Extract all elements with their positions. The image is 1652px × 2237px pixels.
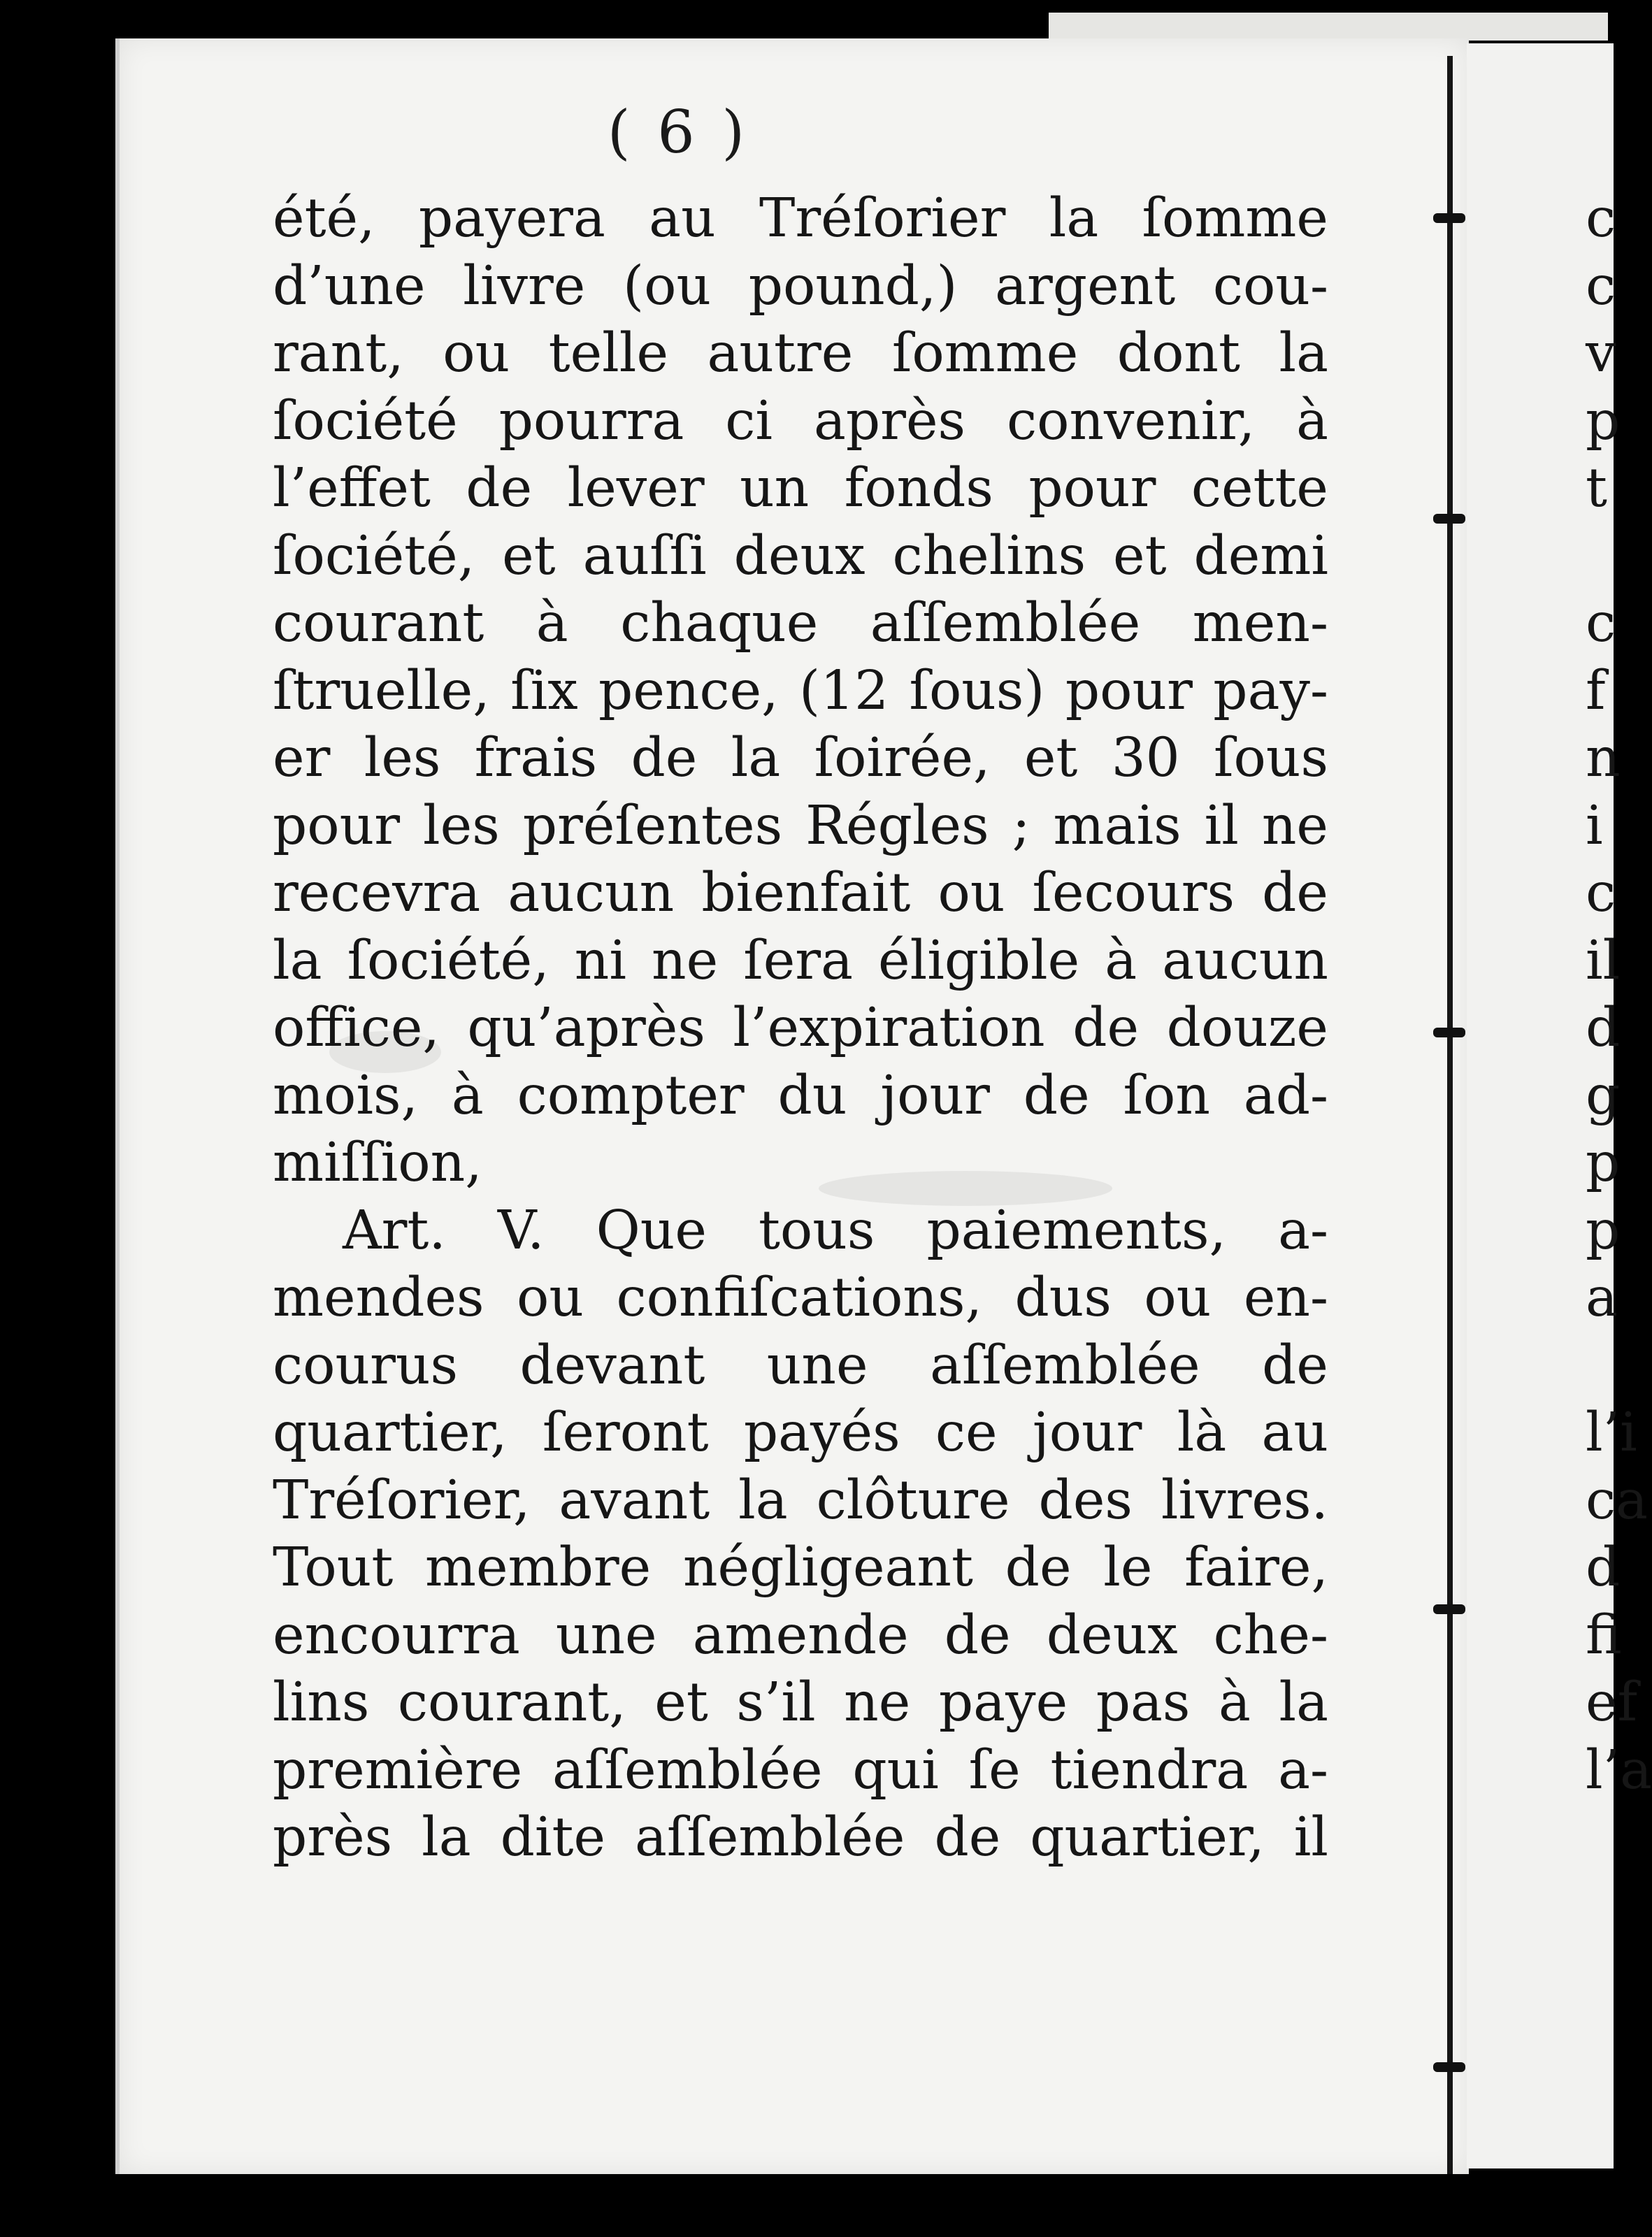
right-fragment: p <box>1586 1132 1621 1194</box>
right-fragment: p <box>1586 389 1621 452</box>
right-fragment: a <box>1586 1267 1618 1329</box>
text-line: recevra aucun bienfait ou ſecours de <box>273 862 1328 924</box>
underlying-page-edge <box>1049 13 1608 41</box>
page-number: ( 6 ) <box>607 98 749 166</box>
text-line: er les frais de la ſoirée, et 30 ſous <box>273 727 1328 789</box>
right-fragment: c <box>1586 862 1616 924</box>
binding-stitch <box>1433 2062 1465 2072</box>
binding-stitch <box>1433 1604 1465 1614</box>
right-fragment: l’a <box>1586 1739 1652 1801</box>
right-fragment: d <box>1586 997 1621 1059</box>
text-line: Tout membre négligeant de le faire, <box>273 1537 1328 1599</box>
right-fragment: c <box>1586 254 1616 317</box>
article-heading-line: Art. V. Que tous paiements, a- <box>343 1199 1328 1262</box>
right-page-text-fragments <box>1586 185 1652 1804</box>
right-fragment: c <box>1586 187 1616 250</box>
right-fragment <box>1586 523 1614 591</box>
right-fragment: d <box>1586 1537 1621 1599</box>
right-fragment: ca <box>1586 1469 1649 1532</box>
text-line: encourra une amende de deux che- <box>273 1604 1328 1667</box>
text-line: mendes ou confiſcations, dus ou en- <box>273 1267 1328 1329</box>
body-text <box>273 185 1328 1872</box>
right-fragment: n <box>1586 727 1621 789</box>
binding-stitch <box>1433 1028 1465 1037</box>
text-line: miſſion, <box>273 1132 482 1194</box>
text-line: première aſſemblée qui ſe tiendra a- <box>273 1739 1328 1801</box>
right-fragment: p <box>1586 1199 1621 1262</box>
text-line: ſtruelle, ſix pence, (12 ſous) pour pay- <box>273 659 1328 722</box>
text-line: d’une livre (ou pound,) argent cou- <box>273 254 1328 317</box>
right-fragment: t <box>1586 457 1607 519</box>
binding-stitch <box>1433 213 1465 223</box>
right-fragment: fi <box>1586 1604 1622 1667</box>
text-line: près la dite aſſemblée de quartier, il <box>273 1806 1328 1869</box>
right-fragment: c <box>1586 592 1616 654</box>
text-line: pour les préſentes Régles ; mais il ne <box>273 794 1328 857</box>
text-line: rant, ou telle autre ſomme dont la <box>273 322 1328 384</box>
text-line: courus devant une aſſemblée de <box>273 1334 1328 1397</box>
binding-stitch <box>1433 514 1465 524</box>
right-fragment: f <box>1586 659 1606 722</box>
right-fragment: i <box>1586 794 1603 857</box>
text-line: office, qu’après l’expiration de douze <box>273 997 1328 1059</box>
right-fragment: ef <box>1586 1671 1638 1734</box>
right-fragment <box>1586 1332 1614 1400</box>
text-line: courant à chaque aſſemblée men- <box>273 592 1328 654</box>
text-line: l’effet de lever un fonds pour cette <box>273 457 1328 519</box>
right-fragment: l’i <box>1586 1402 1637 1464</box>
text-line: été, payera au Tréſorier la ſomme <box>273 187 1328 250</box>
right-fragment: v <box>1586 322 1616 384</box>
text-line: ſociété pourra ci après convenir, à <box>273 389 1328 452</box>
binding-thread <box>1447 56 1453 2174</box>
text-line: Tréſorier, avant la clôture des livres. <box>273 1469 1328 1532</box>
text-line: mois, à compter du jour de ſon ad- <box>273 1064 1328 1127</box>
text-line: ſociété, et auſſi deux chelins et demi <box>273 524 1328 587</box>
binding-gutter <box>1433 56 1465 2174</box>
text-line: lins courant, et s’il ne paye pas à la <box>273 1671 1328 1734</box>
right-fragment: il <box>1586 929 1621 992</box>
text-line: la ſociété, ni ne ſera éligible à aucun <box>273 929 1328 992</box>
right-fragment: g <box>1586 1064 1621 1127</box>
text-line: quartier, ſeront payés ce jour là au <box>273 1402 1328 1464</box>
